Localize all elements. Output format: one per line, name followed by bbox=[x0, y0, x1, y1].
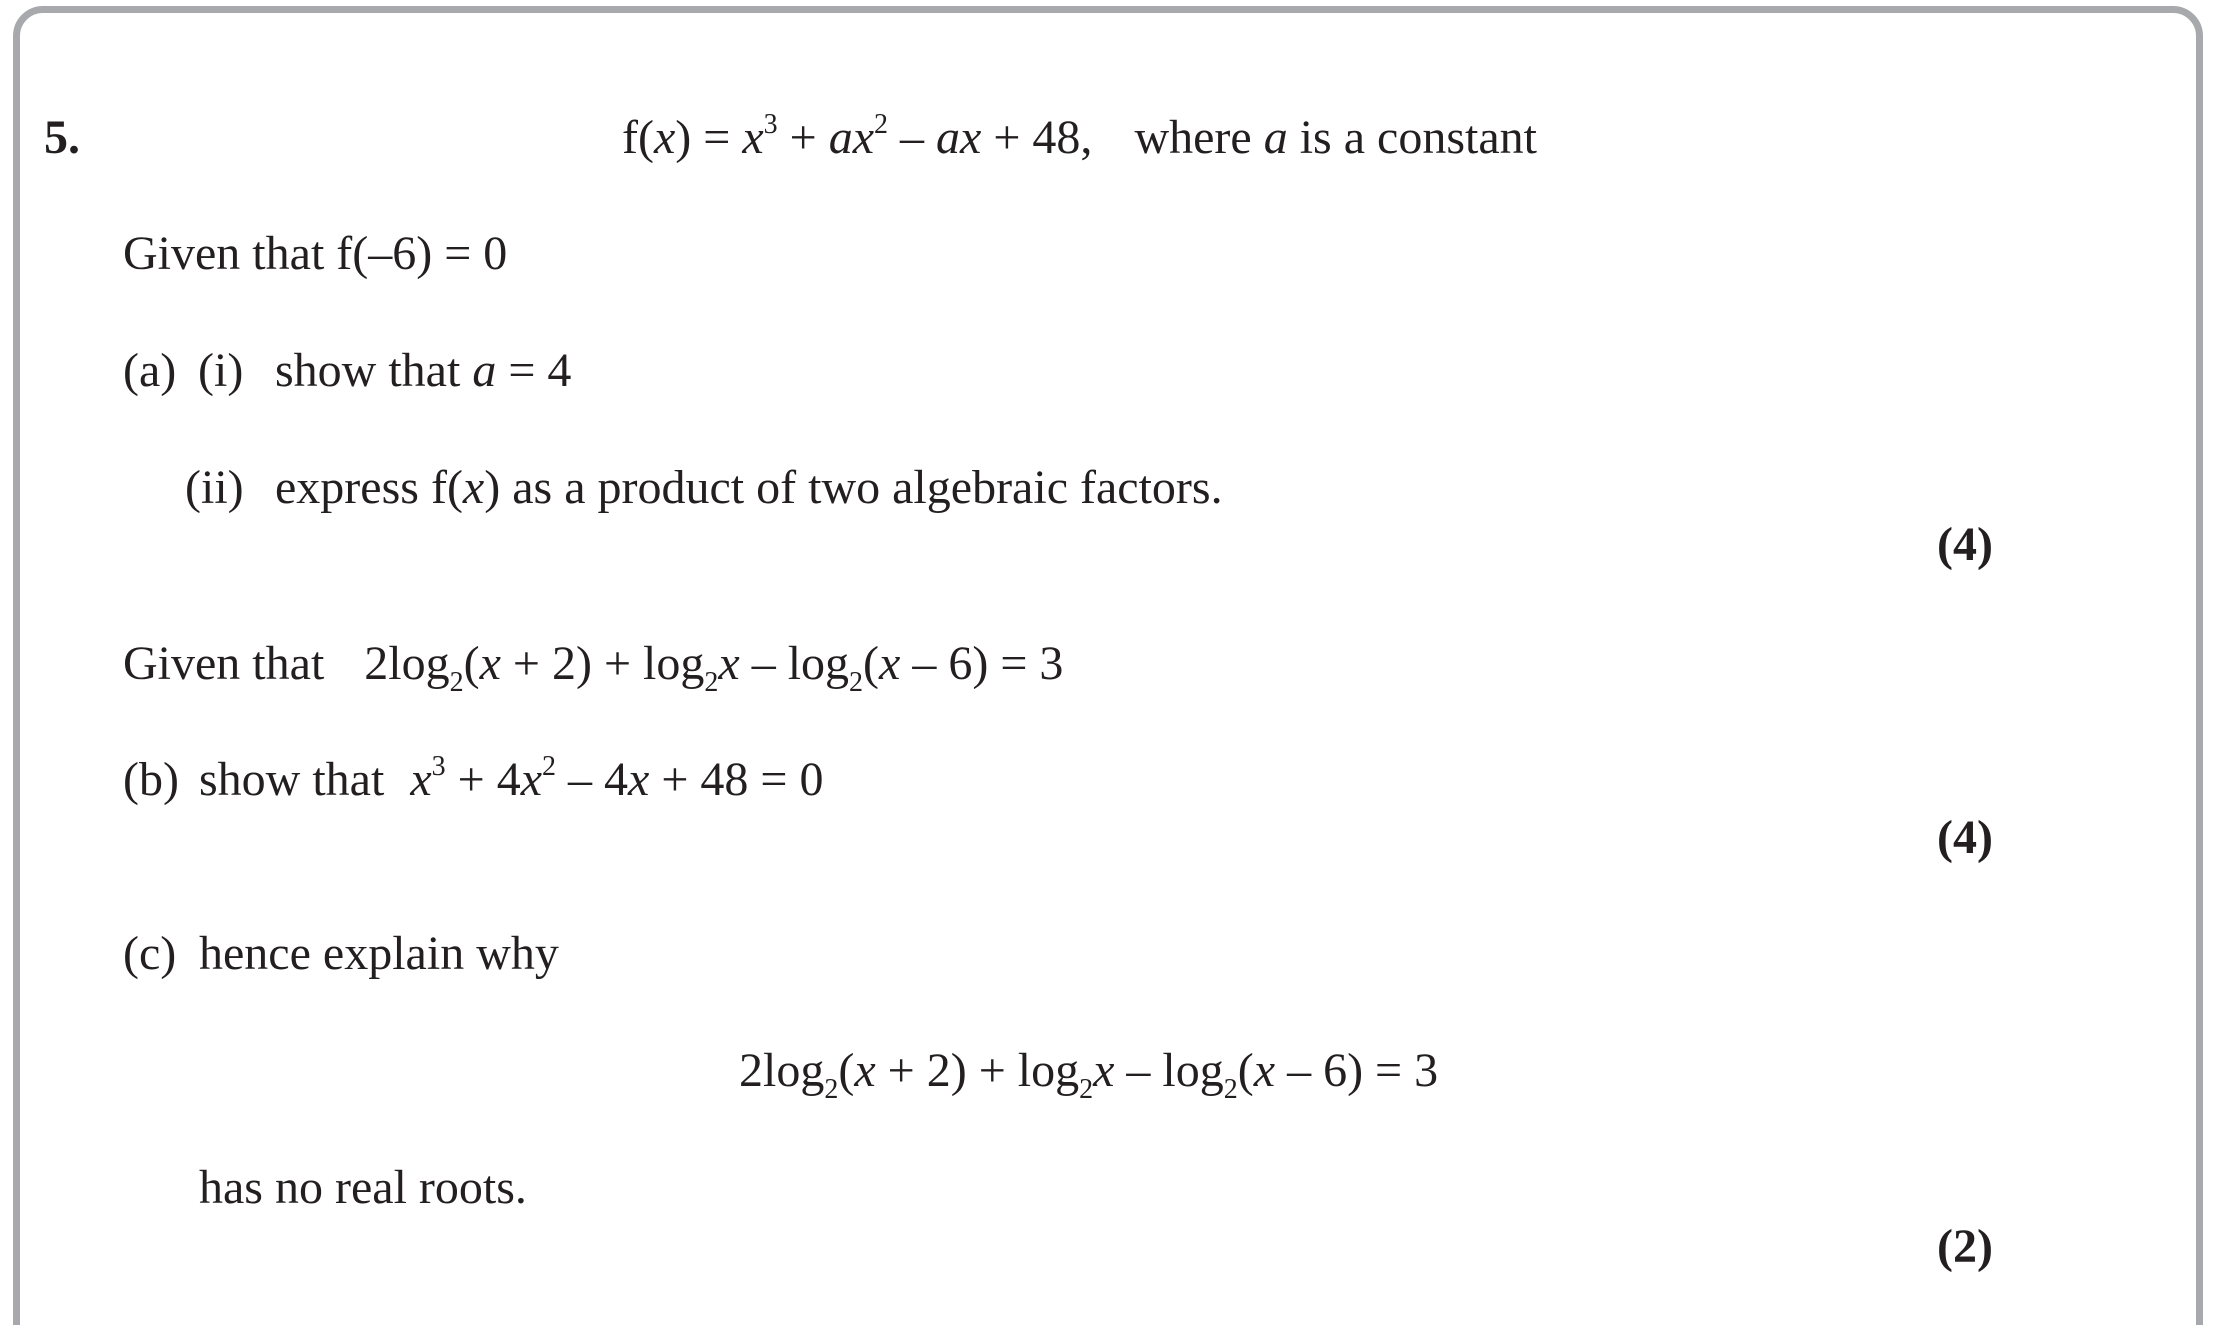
part-a-marks: (4) bbox=[1937, 518, 1993, 571]
part-c-text: hence explain why bbox=[199, 927, 559, 980]
function-name: f bbox=[622, 111, 638, 164]
part-c-equation: $2\log_2(x + 2) + \log_2x - \log_2(x - 6) = 3$ bbox=[739, 1044, 1439, 1105]
part-b-marks: (4) bbox=[1937, 811, 1993, 864]
part-a-i-equation: = 4 bbox=[508, 344, 572, 397]
given-condition-2: Given that $2\log_2(x + 2) + \log_2x - \log_2(x - 6) = 3$ bbox=[123, 637, 1064, 698]
part-b-text: show that $x^3 + 4x^2 - 4x + 48 = 0$ bbox=[199, 751, 824, 806]
part-a-ii-label: (ii) bbox=[185, 461, 244, 514]
part-a-ii-text: express f(x) as a product of two algebraic factors. bbox=[275, 461, 1223, 514]
part-c-marks: (2) bbox=[1937, 1220, 1993, 1273]
part-c-label: (c) bbox=[123, 927, 177, 980]
where-text: where bbox=[1134, 111, 1252, 164]
given-2-label: Given that bbox=[123, 637, 325, 690]
function-definition: $f(x) = x^3 + ax^2$ – ax + 48, where a is a constant bbox=[622, 109, 1537, 164]
question-number: 5. bbox=[44, 111, 80, 164]
part-a-label: (a) bbox=[123, 344, 177, 397]
part-a-i-text: show that a = 4 bbox=[275, 344, 572, 397]
part-a-ii-pre: express f bbox=[275, 461, 447, 514]
part-c-tail: has no real roots. bbox=[199, 1161, 527, 1214]
part-b-label: (b) bbox=[123, 753, 179, 806]
part-a-i-label: (i) bbox=[198, 344, 244, 397]
constant-term: + 48, bbox=[993, 111, 1093, 164]
part-a-i-instruction: show that bbox=[275, 344, 461, 397]
constant-text: is a constant bbox=[1299, 111, 1537, 164]
given-condition-1: Given that f(–6) = 0 bbox=[123, 227, 508, 280]
part-b-instruction: show that bbox=[199, 753, 385, 806]
part-a-ii-post: as a product of two algebraic factors. bbox=[512, 461, 1223, 514]
